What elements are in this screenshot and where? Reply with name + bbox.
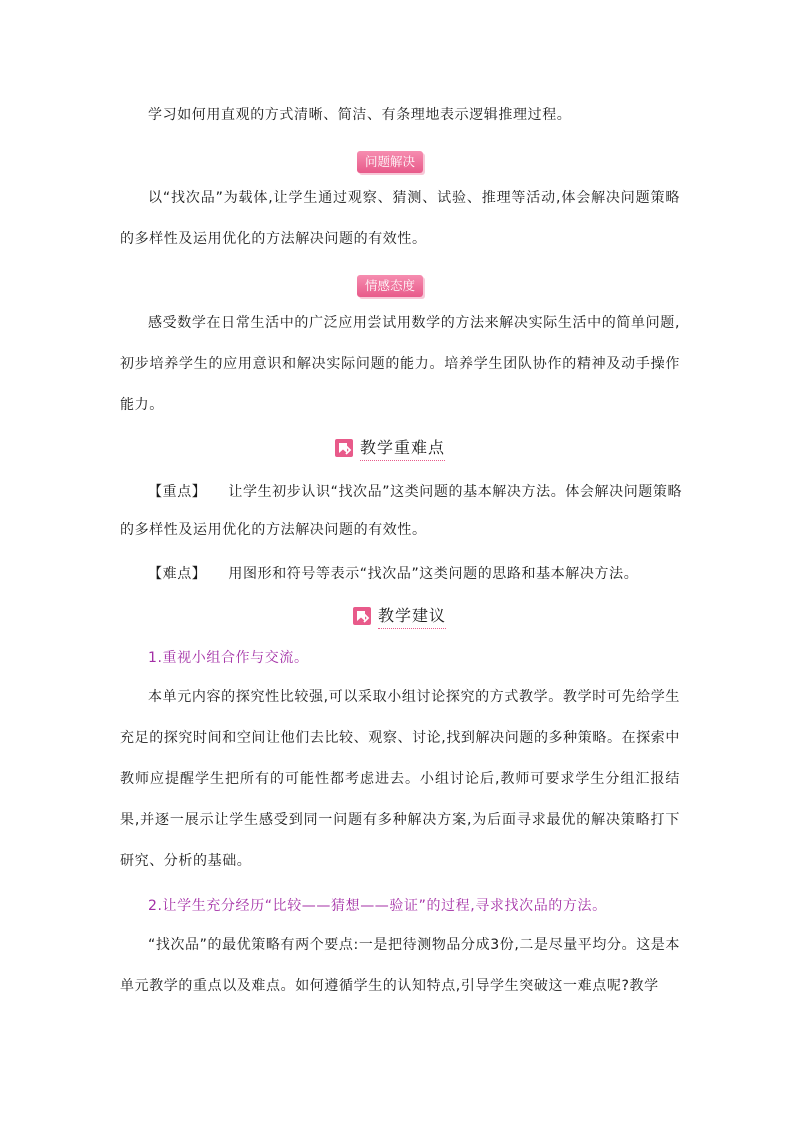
tag-emotion-attitude: 情感态度 [357, 275, 423, 297]
suggestion-1-paragraph: 本单元内容的探究性比较强,可以采取小组讨论探究的方式教学。教学时可先给学生充足的探究时间和空间让他们去比较、观察、讨论,找到解决问题的多种策略。在探索中教师应提醒学生把所有的可能性都考虑进去。小组讨论后,教师可要求学生分组汇报结果,并逐一展示让学生感受到同一问题有多种解决方案,为后面寻求最优的解决策略打下研究、分析的基础。 [120, 689, 680, 869]
key-point-label: 【重点】 [148, 484, 207, 500]
emotion-attitude-paragraph: 感受数学在日常生活中的广泛应用尝试用数学的方法来解决实际生活中的简单问题,初步培养学生的应用意识和解决实际问题的能力。培养学生团队协作的精神及动手操作能力。 [120, 315, 680, 413]
difficult-point-line [148, 564, 638, 584]
difficult-point-label: 【难点】 [148, 566, 207, 582]
section-bookmark-icon [334, 438, 354, 458]
problem-solving-paragraph: 以“找次品”为载体,让学生通过观察、猜测、试验、推理等活动,体会解决问题策略的多样性及运用优化的方法解决问题的有效性。 [120, 190, 680, 247]
tag-problem-solving: 问题解决 [357, 151, 423, 173]
difficult-point-text: 用图形和符号等表示“找次品”这类问题的思路和基本解决方法。 [228, 566, 639, 582]
section-heading-key-difficult [334, 434, 445, 462]
section-bookmark-icon [352, 606, 372, 626]
key-point-continued: 的多样性及运用优化的方法解决问题的有效性。 [120, 522, 427, 538]
section-title: 教学重难点 [360, 436, 445, 461]
intro-paragraph: 学习如何用直观的方式清晰、简洁、有条理地表示逻辑推理过程。 [148, 107, 572, 123]
suggestion-2-title: 2.让学生充分经历“比较——猜想——验证”的过程,寻求找次品的方法。 [148, 898, 607, 914]
key-point-line [148, 482, 682, 502]
key-point-text: 让学生初步认识“找次品”这类问题的基本解决方法。体会解决问题策略 [228, 484, 683, 500]
section-title: 教学建议 [378, 604, 446, 629]
suggestion-2-paragraph: “找次品”的最优策略有两个要点:一是把待测物品分成3份,二是尽量平均分。这是本单元教学的重点以及难点。如何遵循学生的认知特点,引导学生突破这一难点呢?教学 [120, 937, 680, 994]
section-heading-suggestions [352, 602, 446, 630]
suggestion-1-title: 1.重视小组合作与交流。 [148, 650, 309, 666]
